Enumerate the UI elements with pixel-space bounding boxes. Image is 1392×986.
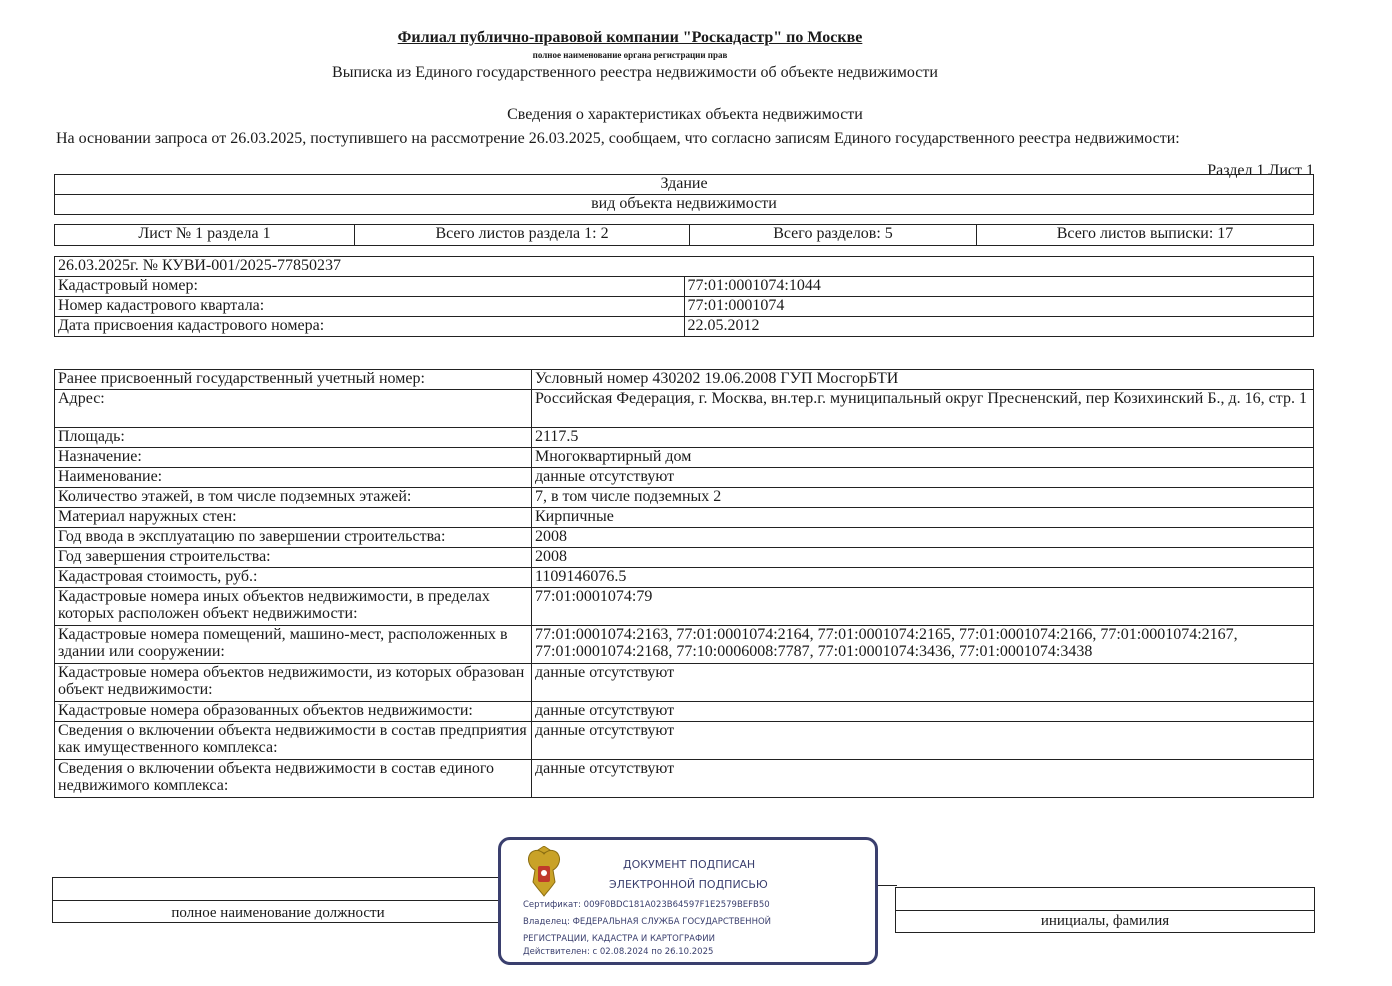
row-label: Количество этажей, в том числе подземных этажей: xyxy=(55,488,532,508)
row-value: 2008 xyxy=(532,548,1314,568)
signature-divider xyxy=(896,910,1314,911)
table-row xyxy=(55,588,1314,626)
stamp-certificate: Сертификат: 009F0BDC181A023B64597F1E2579BEFB50 xyxy=(523,900,770,910)
section-sheet-label: Раздел 1 Лист 1 xyxy=(1207,162,1314,179)
total-sheets: Всего листов выписки: 17 xyxy=(977,225,1314,246)
stamp-owner-line1: Владелец: ФЕДЕРАЛЬНАЯ СЛУЖБА ГОСУДАРСТВЕННОЙ xyxy=(523,917,772,927)
row-label: Адрес: xyxy=(55,390,532,428)
cadastral-quarter-label: Номер кадастрового квартала: xyxy=(55,297,685,317)
signature-divider xyxy=(53,900,503,901)
row-label: Кадастровые номера иных объектов недвижимости, в пределах которых расположен объект недвижимости: xyxy=(55,588,532,626)
sheets-table xyxy=(54,224,1314,246)
row-value: 77:01:0001074:79 xyxy=(532,588,1314,626)
characteristics-table xyxy=(54,369,1314,798)
total-sections: Всего разделов: 5 xyxy=(690,225,977,246)
sheets-in-section: Всего листов раздела 1: 2 xyxy=(355,225,690,246)
position-caption: полное наименование должности xyxy=(171,905,385,921)
stamp-title-line1: ДОКУМЕНТ ПОДПИСАН xyxy=(623,858,756,871)
row-value: Кирпичные xyxy=(532,508,1314,528)
cadastral-number-label: Кадастровый номер: xyxy=(55,277,685,297)
stamp-owner-line2: РЕГИСТРАЦИИ, КАДАСТРА И КАРТОГРАФИИ xyxy=(523,934,715,944)
cadastral-number-value: 77:01:0001074:1044 xyxy=(684,277,1314,297)
object-type-table xyxy=(54,174,1314,215)
row-value: данные отсутствуют xyxy=(532,702,1314,722)
record-id: 26.03.2025г. № КУВИ-001/2025-77850237 xyxy=(55,257,1314,277)
cadastral-quarter-value: 77:01:0001074 xyxy=(684,297,1314,317)
row-label: Площадь: xyxy=(55,428,532,448)
table-row xyxy=(55,760,1314,798)
object-type-caption: вид объекта недвижимости xyxy=(55,195,1314,215)
table-row xyxy=(55,390,1314,428)
sheet-number: Лист № 1 раздела 1 xyxy=(55,225,355,246)
organization-caption: полное наименование органа регистрации прав xyxy=(532,50,728,60)
row-value: 1109146076.5 xyxy=(532,568,1314,588)
table-row xyxy=(55,568,1314,588)
row-label: Кадастровая стоимость, руб.: xyxy=(55,568,532,588)
assignment-date-value: 22.05.2012 xyxy=(684,317,1314,337)
row-label: Наименование: xyxy=(55,468,532,488)
row-value: 77:01:0001074:2163, 77:01:0001074:2164, 77:01:0001074:2165, 77:01:0001074:2166, 77:01:0001074:2167, 77:01:0001074:2168, 77:10:0006008:7787, 77:01:0001074:3436, 77:01:0001074:3438 xyxy=(532,626,1314,664)
extract-title: Выписка из Единого государственного реестра недвижимости об объекте недвижимости xyxy=(332,64,938,81)
row-label: Назначение: xyxy=(55,448,532,468)
organization-name: Филиал публично-правовой компании "Роскадастр" по Москве xyxy=(397,29,863,46)
table-row xyxy=(55,488,1314,508)
row-label: Ранее присвоенный государственный учетный номер: xyxy=(55,370,532,390)
stamp-title-line2: ЭЛЕКТРОННОЙ ПОДПИСЬЮ xyxy=(609,878,768,891)
table-row xyxy=(55,626,1314,664)
stamp-validity: Действителен: с 02.08.2024 по 26.10.2025 xyxy=(523,947,714,957)
table-row xyxy=(55,508,1314,528)
intro-text: На основании запроса от 26.03.2025, поступившего на рассмотрение 26.03.2025, сообщаем, что согласно записям Единого государственного реестра недвижимости: xyxy=(56,130,1180,147)
row-value: 2117.5 xyxy=(532,428,1314,448)
row-label: Сведения о включении объекта недвижимости в состав предприятия как имущественного комплекса: xyxy=(55,722,532,760)
name-signature-field xyxy=(895,887,1315,933)
table-row xyxy=(55,722,1314,760)
table-row xyxy=(55,468,1314,488)
row-value: данные отсутствуют xyxy=(532,722,1314,760)
position-signature-field xyxy=(52,877,504,923)
table-row xyxy=(55,548,1314,568)
row-label: Кадастровые номера объектов недвижимости, из которых образован объект недвижимости: xyxy=(55,664,532,702)
assignment-date-label: Дата присвоения кадастрового номера: xyxy=(55,317,685,337)
row-value: 2008 xyxy=(532,528,1314,548)
row-label: Год ввода в эксплуатацию по завершении строительства: xyxy=(55,528,532,548)
electronic-signature-stamp xyxy=(498,837,878,965)
coat-of-arms-icon xyxy=(523,846,565,900)
row-value: 7, в том числе подземных 2 xyxy=(532,488,1314,508)
row-value: данные отсутствуют xyxy=(532,664,1314,702)
row-value: данные отсутствуют xyxy=(532,468,1314,488)
table-row xyxy=(55,428,1314,448)
row-label: Год завершения строительства: xyxy=(55,548,532,568)
table-row xyxy=(55,528,1314,548)
object-type-value: Здание xyxy=(55,175,1314,195)
row-value: Условный номер 430202 19.06.2008 ГУП МосгорБТИ xyxy=(532,370,1314,390)
row-label: Материал наружных стен: xyxy=(55,508,532,528)
row-label: Кадастровые номера образованных объектов недвижимости: xyxy=(55,702,532,722)
table-row xyxy=(55,370,1314,390)
row-label: Сведения о включении объекта недвижимости в состав единого недвижимого комплекса: xyxy=(55,760,532,798)
row-value: данные отсутствуют xyxy=(532,760,1314,798)
row-value: Российская Федерация, г. Москва, вн.тер.г. муниципальный округ Пресненский, пер Козихинский Б., д. 16, стр. 1 xyxy=(532,390,1314,428)
table-row xyxy=(55,702,1314,722)
section-title: Сведения о характеристиках объекта недвижимости xyxy=(507,106,863,123)
row-value: Многоквартирный дом xyxy=(532,448,1314,468)
main-info-table xyxy=(54,256,1314,337)
name-caption: инициалы, фамилия xyxy=(1040,913,1170,929)
table-row xyxy=(55,448,1314,468)
row-label: Кадастровые номера помещений, машино-мест, расположенных в здании или сооружении: xyxy=(55,626,532,664)
table-row xyxy=(55,664,1314,702)
